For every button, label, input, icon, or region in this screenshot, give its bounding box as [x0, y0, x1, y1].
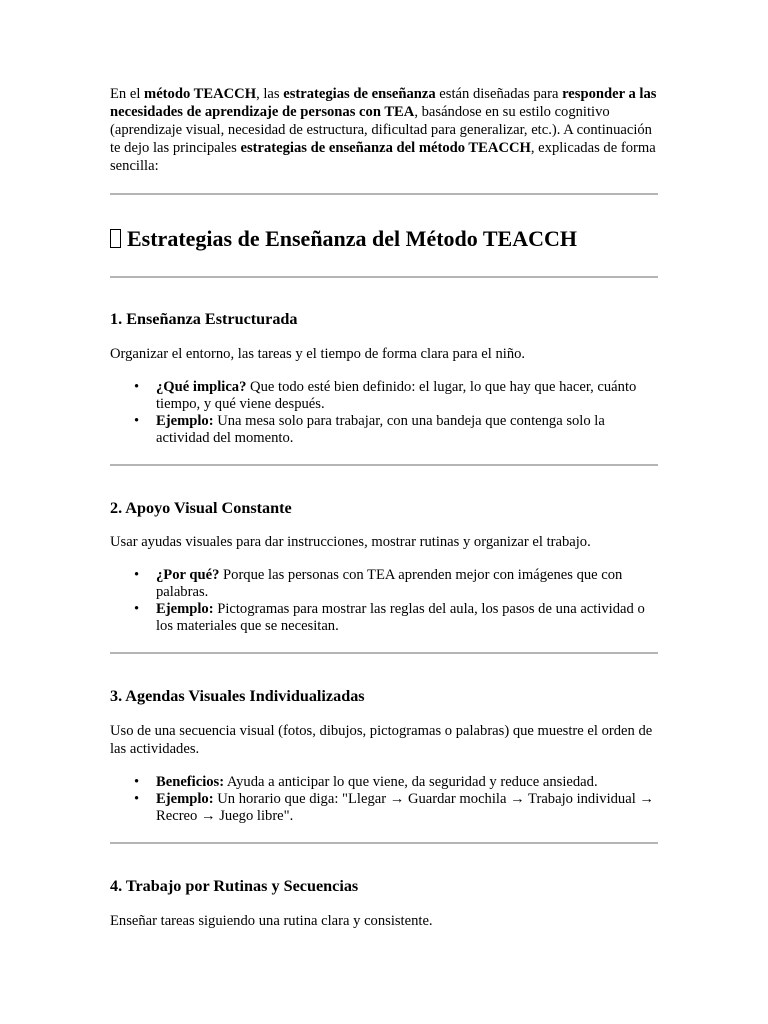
intro-text: están diseñadas para — [435, 86, 563, 102]
divider — [110, 652, 658, 654]
section-description: Organizar el entorno, las tareas y el tiempo de forma clara para el niño. — [110, 346, 526, 362]
missing-glyph-icon — [110, 229, 121, 248]
list-item — [156, 567, 658, 601]
section-heading: 2. Apoyo Visual Constante — [110, 499, 292, 517]
document-page — [110, 85, 658, 930]
intro-text: En el — [110, 86, 145, 102]
bullet-label: ¿Qué implica? — [156, 379, 247, 395]
main-title-text: Estrategias de Enseñanza del Método TEACCH — [127, 226, 577, 251]
list-item — [156, 601, 658, 635]
intro-text: , explicadas de forma sencilla: — [110, 140, 656, 174]
bullet-label: Ejemplo: — [156, 791, 214, 807]
section-description: Uso de una secuencia visual (fotos, dibujos, pictogramas o palabras) que muestre el orden de las actividades. — [110, 723, 653, 757]
section-description: Usar ayudas visuales para dar instrucciones, mostrar rutinas y organizar el trabajo. — [110, 534, 591, 550]
intro-text: , basándose en su estilo cognitivo (aprendizaje visual, necesidad de estructura, dificultad para generalizar, etc.). A continuación te dejo las principales — [110, 104, 652, 156]
section-heading: 1. Enseñanza Estructurada — [110, 310, 298, 328]
list-item — [156, 413, 658, 447]
bullet-list — [110, 379, 658, 447]
list-item — [156, 791, 658, 825]
divider — [110, 842, 658, 844]
intro-bold: responder a las necesidades de aprendizaje de personas con TEA — [110, 86, 657, 120]
bullet-label: ¿Por qué? — [156, 567, 220, 583]
intro-bold: estrategias de enseñanza — [283, 86, 436, 102]
bullet-text: Ayuda a anticipar lo que viene, da seguridad y reduce ansiedad. — [224, 774, 598, 790]
section-heading: 3. Agendas Visuales Individualizadas — [110, 687, 365, 705]
divider — [110, 193, 658, 195]
bullet-text: Una mesa solo para trabajar, con una bandeja que contenga solo la actividad del momento. — [156, 413, 605, 446]
list-item — [156, 379, 658, 413]
bullet-text: Pictogramas para mostrar las reglas del aula, los pasos de una actividad o los materiales que se necesitan. — [156, 601, 645, 634]
main-title — [110, 226, 658, 252]
bullet-label: Ejemplo: — [156, 601, 214, 617]
bullet-list — [110, 567, 658, 635]
bullet-label: Beneficios: — [156, 774, 225, 790]
section-heading: 4. Trabajo por Rutinas y Secuencias — [110, 877, 359, 895]
intro-bold: método TEACCH — [144, 86, 257, 102]
section-description: Enseñar tareas siguiendo una rutina clara y consistente. — [110, 913, 433, 929]
divider — [110, 464, 658, 466]
intro-paragraph — [110, 85, 658, 175]
divider — [110, 276, 658, 278]
bullet-list — [110, 774, 658, 825]
bullet-label: Ejemplo: — [156, 413, 214, 429]
list-item — [156, 774, 658, 791]
bullet-text: Porque las personas con TEA aprenden mejor con imágenes que con palabras. — [156, 567, 623, 600]
intro-bold: estrategias de enseñanza del método TEACCH — [240, 140, 531, 156]
intro-text: , las — [256, 86, 284, 102]
bullet-text: Un horario que diga: "Llegar → Guardar mochila → Trabajo individual → Recreo → Juego libre". — [156, 791, 654, 824]
bullet-text: Que todo esté bien definido: el lugar, lo que hay que hacer, cuánto tiempo, y qué viene después. — [156, 379, 637, 412]
